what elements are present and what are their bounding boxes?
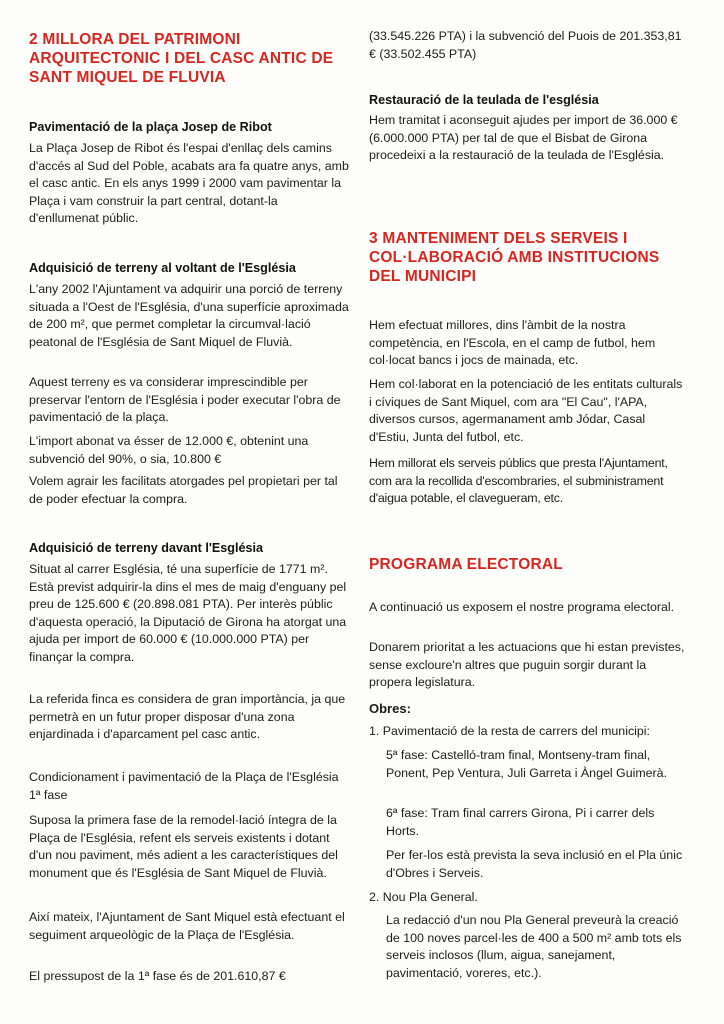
section-3-title: 3 MANTENIMENT DELS SERVEIS I COL·LABORACIÓ AMB INSTITUCIONS DEL MUNICIPI bbox=[369, 230, 660, 285]
obres-item-2-description: La redacció d'un nou Pla General preveurà la creació de 100 noves parcel·les de 400 a 500 m² amb tots els serveis inclosos (llum, aigua, sanejament, pavimentació, voreres, etc.). bbox=[386, 913, 682, 980]
obres-label: Obres: bbox=[369, 701, 411, 716]
section-2-title: 2 MILLORA DEL PATRIMONI ARQUITECTONIC I DEL CASC ANTIC DE SANT MIQUEL DE FLUVIA bbox=[29, 31, 334, 86]
obres-item-2: 2. Nou Pla General. bbox=[369, 890, 478, 904]
section-3-paragraph-1: Hem efectuat millores, dins l'àmbit de la nostra competència, en l'Escola, en el camp de futbol, hem col·locat bancs i jocs de mainada, etc. bbox=[369, 318, 656, 368]
terreny-davant-paragraph-2: La referida finca es considera de gran importància, ja que permetrà en un futur proper disposar d'una zona enjardinada i d'aparcament pel casc antic. bbox=[29, 692, 346, 742]
terreny-voltant-heading: Adquisició de terreny al voltant de l'Església bbox=[29, 261, 296, 275]
section-3-paragraph-2: Hem col·laborat en la potenciació de les entitats culturals i cíviques de Sant Miquel, com ara "El Cau", l'APA, diversos cursos, agermanament amb Jódar, Casal d'Estiu, Junta del futbol, etc. bbox=[369, 377, 683, 444]
terreny-davant-paragraph-4: Suposa la primera fase de la remodel·lació íntegra de la Plaça de l'Església, refent els serveis existents i dotant d'un nou paviment, més adient a les característiques del monument que és l'Església de Sant Miquel de Fluvià. bbox=[29, 813, 338, 880]
teulada-heading: Restauració de la teulada de l'església bbox=[369, 93, 599, 107]
teulada-paragraph: Hem tramitat i aconseguit ajudes per import de 36.000 € (6.000.000 PTA) per tal de que el Bisbat de Girona procedeixi a la restauració de la teulada de l'Església. bbox=[369, 113, 678, 163]
programa-paragraph-1: A continuació us exposem el nostre programa electoral. bbox=[369, 600, 675, 614]
obres-item-1-fase-6: 6ª fase: Tram final carrers Girona, Pi i carrer dels Horts. bbox=[386, 806, 655, 838]
terreny-davant-heading: Adquisició de terreny davant l'Església bbox=[29, 541, 263, 555]
terreny-davant-paragraph-6: El pressupost de la 1ª fase és de 201.610,87 € bbox=[29, 969, 286, 983]
terreny-voltant-paragraph-2: Aquest terreny es va considerar imprescindible per preservar l'entorn de l'Església i poder executar l'obra de pavimentació de la plaça. bbox=[29, 375, 341, 425]
terreny-davant-paragraph-3: Condicionament i pavimentació de la Plaça de l'Església 1ª fase bbox=[29, 770, 339, 802]
plaça-ribot-heading: Pavimentació de la plaça Josep de Ribot bbox=[29, 120, 272, 134]
continued-paragraph: (33.545.226 PTA) i la subvenció del Puois de 201.353,81 € (33.502.455 PTA) bbox=[369, 29, 682, 61]
terreny-davant-paragraph-5: Així mateix, l'Ajuntament de Sant Miquel està efectuant el seguiment arqueològic de la Plaça de l'Església. bbox=[29, 910, 345, 942]
programa-paragraph-2: Donarem prioritat a les actuacions que hi estan previstes, sense excloure'n altres que puguin sorgir durant la propera legislatura. bbox=[369, 640, 685, 690]
programa-electoral-title: PROGRAMA ELECTORAL bbox=[369, 556, 563, 573]
obres-item-1: 1. Pavimentació de la resta de carrers del municipi: bbox=[369, 724, 650, 738]
terreny-voltant-paragraph-4: Volem agrair les facilitats atorgades pel propietari per tal de poder efectuar la compra. bbox=[29, 474, 338, 506]
terreny-voltant-paragraph-3: L'import abonat va ésser de 12.000 €, obtenint una subvenció del 90%, o sia, 10.800 € bbox=[29, 434, 309, 466]
terreny-voltant-paragraph-1: L'any 2002 l'Ajuntament va adquirir una porció de terreny situada a l'Oest de l'Església, d'una superfície aproximada de 200 m², que permet completar la circumval·lació peatonal de l'Església de Sant Miquel de Fluvià. bbox=[29, 282, 349, 349]
section-3-paragraph-3: Hem millorat els serveis públics que presta l'Ajuntament, com ara la recollida d'escombraries, el subministrament d'aigua potable, el clavegueram, etc. bbox=[369, 456, 668, 506]
obres-item-1-note: Per fer-los està prevista la seva inclusió en el Pla únic d'Obres i Serveis. bbox=[386, 848, 683, 880]
obres-item-1-fase-5: 5ª fase: Castelló-tram final, Montseny-tram final, Ponent, Pep Ventura, Juli Garreta i Àngel Guimerà. bbox=[386, 748, 668, 780]
plaça-ribot-paragraph: La Plaça Josep de Ribot és l'espai d'enllaç dels camins d'accés al Sud del Poble, acabats ara fa quatre anys, amb el casc antic. En els anys 1999 i 2000 vam pavimentar la Plaça i vam construir la part central, dotant-la d'enllumenat públic. bbox=[29, 141, 349, 226]
terreny-davant-paragraph-1: Situat al carrer Església, té una superfície de 1771 m². Està previst adquirir-la dins el mes de maig d'enguany pel preu de 125.600 € (20.898.081 PTA). Per interès públic d'aquesta operació, la Diputació de Girona ha atorgat una ajuda per import de 60.000 € (10.000.000 PTA) per finançar la compra. bbox=[29, 562, 347, 664]
